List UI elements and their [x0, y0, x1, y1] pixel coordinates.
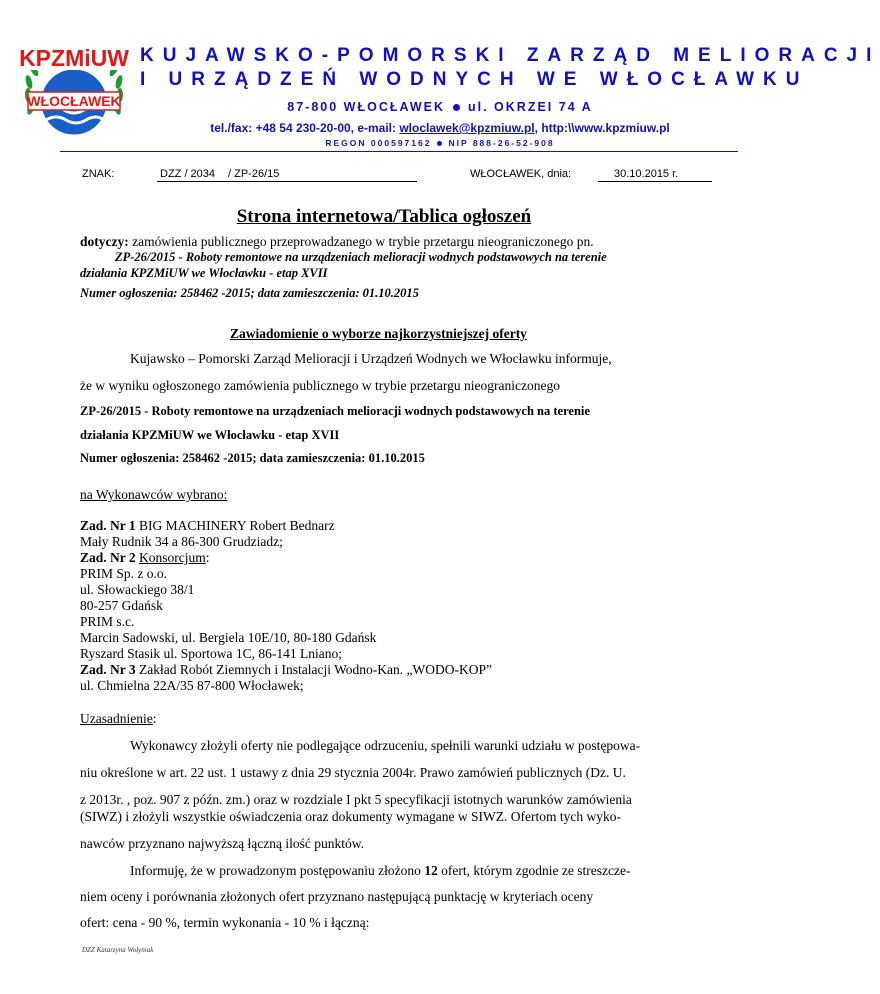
org-address-street: ul. OKRZEI 74 A — [468, 100, 593, 114]
uzasadnienie-line-1: Wykonawcy złożyli oferty nie podlegające odrzuceniu, spełnili warunki udziału w postępowa- — [130, 738, 641, 753]
uzasadnienie-line-4: (SIWZ) i złożyli wszystkie oświadczenia oraz dokumenty wymagane w SIWZ. Ofertom tych wyko- — [80, 809, 621, 824]
page-title: Strona internetowa/Tablica ogłoszeń — [236, 206, 532, 227]
org-registry — [140, 138, 740, 148]
footer-author: DZZ Katarzyna Wołyniak — [82, 946, 154, 954]
org-contact — [140, 121, 740, 135]
bullet-icon — [437, 141, 442, 146]
znak-label: ZNAK: — [82, 168, 115, 180]
intro-line-2: że w wyniku ogłoszonego zamówienia publicznego w trybie przetargu nieograniczonego — [80, 378, 560, 393]
selected-label: na Wykonawców wybrano: — [80, 487, 228, 502]
notice-line: Numer ogłoszenia: 258462 -2015; data zamieszczenia: 01.10.2015 — [80, 286, 419, 300]
header-divider — [60, 151, 738, 152]
zad2-line-5: Marcin Sadowski, ul. Bergiela 10E/10, 80-180 Gdańsk — [80, 630, 377, 645]
intro-line-1: Kujawsko – Pomorski Zarząd Melioracji i Urządzeń Wodnych we Włocławku informuje, — [130, 351, 612, 366]
contact-website-link[interactable]: http:\\www.kpzmiuw.pl — [541, 121, 670, 135]
zad3-label: Zad. Nr 3 — [80, 662, 136, 677]
section-title: Zawiadomienie o wyborze najkorzystniejszej oferty — [230, 326, 527, 341]
org-address-city: 87-800 WŁOCŁAWEK — [287, 100, 445, 114]
logo-text-top: KPZMiUW — [19, 45, 129, 71]
info-line-3: ofert: cena - 90 %, termin wykonania - 10 % i łączną: — [80, 915, 370, 930]
zad1-line — [80, 518, 335, 534]
logo-text-bottom: WŁOCŁAWEK — [27, 93, 121, 109]
date-underline — [598, 181, 712, 182]
org-name-line2: I URZĄDZEŃ WODNYCH WE WŁOCŁAWKU — [140, 69, 809, 90]
bullet-icon — [453, 104, 460, 111]
zad2-label: Zad. Nr 2 — [80, 550, 136, 565]
zad2-line-1: PRIM Sp. z o.o. — [80, 566, 168, 581]
org-address — [140, 100, 740, 114]
zad2-line-2: ul. Słowackiego 38/1 — [80, 582, 195, 597]
uzasadnienie-label: Uzasadnienie — [80, 711, 153, 726]
znak-value-1: DZZ / 2034 — [160, 168, 216, 180]
date-value: 30.10.2015 r. — [614, 168, 679, 180]
dotyczy-line — [80, 234, 594, 250]
uzasadnienie-line-5: nawców przyznano najwyższą łączną ilość punktów. — [80, 836, 365, 851]
org-name-line1: KUJAWSKO-POMORSKI ZARZĄD MELIORACJI — [140, 45, 880, 66]
zad2-line-4: PRIM s.c. — [80, 614, 135, 629]
zad1-address: Mały Rudnik 34 a 86-300 Grudziadz; — [80, 534, 283, 549]
uzasadnienie-heading — [80, 711, 156, 727]
intro-line-4: działania KPZMiUW we Włocławku - etap XVII — [80, 428, 340, 442]
zad3-line — [80, 662, 492, 678]
contact-email-link[interactable]: wloclawek@kpzmiuw.pl, — [399, 121, 538, 135]
info-post: ofert, którym zgodnie ze streszcze- — [437, 863, 631, 878]
intro-line-3: ZP-26/2015 - Roboty remontowe na urządzeniach melioracji wodnych podstawowych na terenie — [80, 404, 590, 418]
info-pre: Informuję, że w prowadzonym postępowaniu złożono — [130, 863, 425, 878]
subject-line-1: ZP-26/2015 - Roboty remontowe na urządzeniach melioracji wodnych podstawowych na terenie — [115, 250, 607, 264]
info-line-1 — [130, 863, 630, 879]
zad2-line — [80, 550, 210, 566]
nip: NIP 888-26-52-908 — [448, 138, 555, 148]
kpzmiuw-logo — [20, 40, 128, 144]
zad3-address: ul. Chmielna 22A/35 87-800 Włocławek; — [80, 678, 304, 693]
zad2-konsorcjum: Konsorcjum — [139, 550, 206, 565]
regon: REGON 000597162 — [325, 138, 432, 148]
zad3-name: Zakład Robót Ziemnych i Instalacji Wodno-Kan. „WODO-KOP” — [135, 662, 492, 677]
zad2-line-6: Ryszard Stasik ul. Sportowa 1C, 86-141 Lniano; — [80, 646, 342, 661]
contact-tel: tel./fax: +48 54 230-20-00, e-mail: — [210, 121, 400, 135]
dotyczy-text: zamówienia publicznego przeprowadzanego w trybie przetargu nieograniczonego pn. — [128, 234, 594, 249]
uzasadnienie-line-3: z 2013r. , poz. 907 z późn. zm.) oraz w rozdziale I pkt 5 specyfikacji istotnych warunków zamówienia — [80, 792, 632, 807]
znak-underline — [157, 181, 417, 182]
info-line-2: niem oceny i porównania złożonych ofert przyznano następującą punktację w kryteriach oceny — [80, 889, 594, 904]
dotyczy-label: dotyczy: — [80, 234, 129, 249]
zad1-name: BIG MACHINERY Robert Bednarz — [135, 518, 335, 533]
zad2-line-3: 80-257 Gdańsk — [80, 598, 163, 613]
zad1-label: Zad. Nr 1 — [80, 518, 136, 533]
intro-line-5: Numer ogłoszenia: 258462 -2015; data zamieszczenia: 01.10.2015 — [80, 451, 425, 465]
uzasadnienie-colon: : — [152, 711, 157, 726]
offer-count: 12 — [424, 863, 438, 878]
zad2-colon: : — [205, 550, 210, 565]
uzasadnienie-line-2: niu określone w art. 22 ust. 1 ustawy z dnia 29 stycznia 2004r. Prawo zamówień publicznych (Dz. U. — [80, 765, 626, 780]
znak-value-2: / ZP-26/15 — [228, 168, 280, 180]
place-label: WŁOCŁAWEK, dnia: — [470, 168, 572, 180]
subject-line-2: działania KPZMiUW we Włocławku - etap XVII — [80, 266, 328, 280]
